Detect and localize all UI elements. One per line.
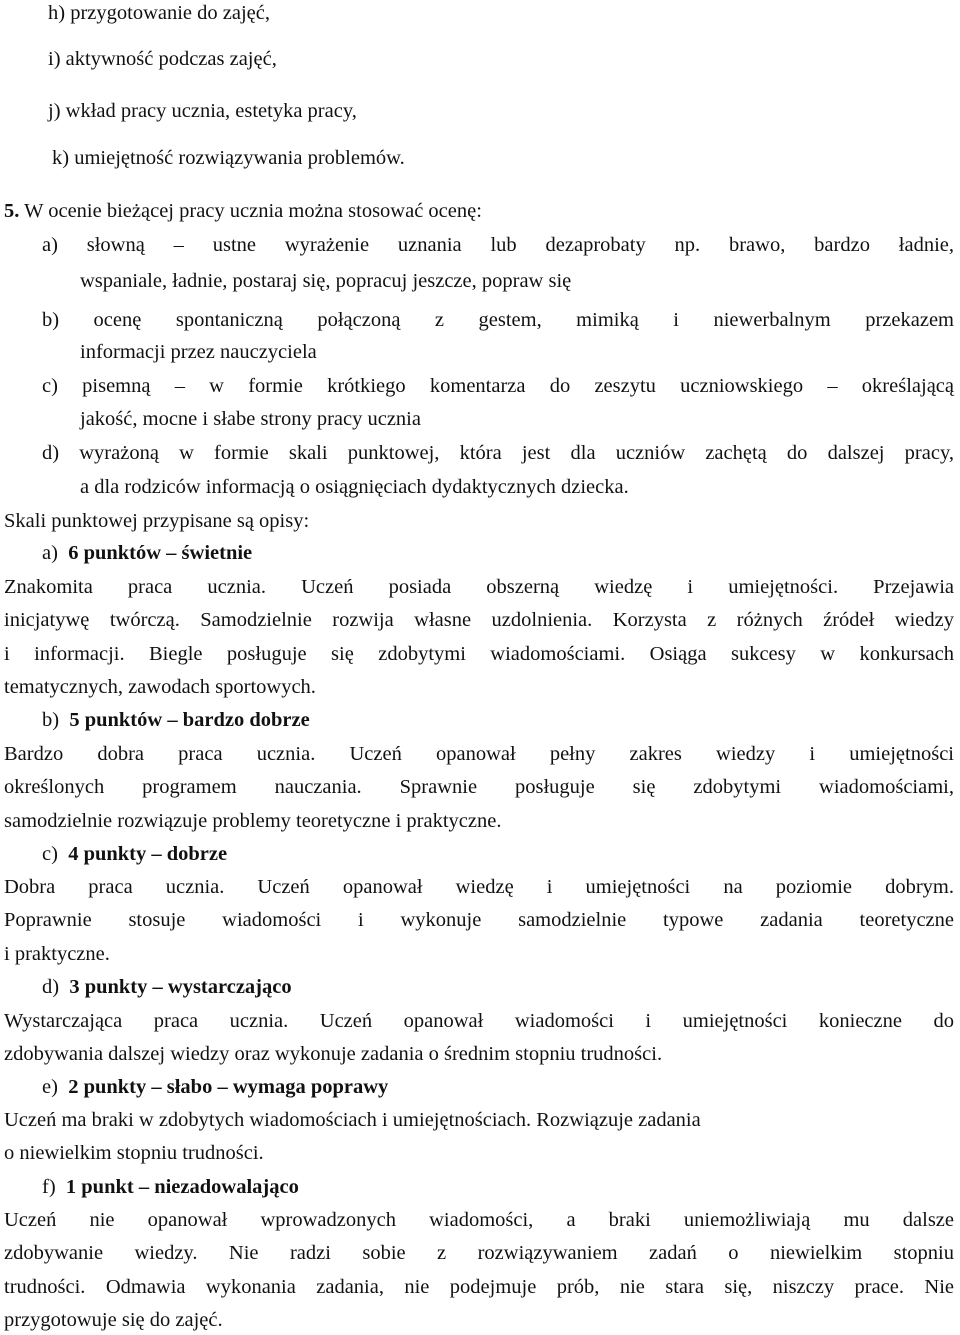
grade-4-heading: [42, 841, 227, 867]
grade-4-line-3: i praktyczne.: [4, 943, 110, 965]
grade-1-line-2: zdobywanie wiedzy. Nie radzi sobie z rozwiązywaniem zadań o niewielkim stopniu: [4, 1242, 954, 1264]
grade-5-line-3: samodzielnie rozwiązuje problemy teoretyczne i praktyczne.: [4, 810, 502, 832]
grade-title: 6 punktów – świetnie: [68, 542, 253, 564]
list-item-j: j) wkład pracy ucznia, estetyka pracy,: [48, 100, 357, 122]
grade-title: 4 punkty – dobrze: [68, 843, 228, 865]
grade-2-line-1: Uczeń ma braki w zdobytych wiadomościach i umiejętnościach. Rozwiązuje zadania: [4, 1109, 701, 1131]
grade-6-line-1: Znakomita praca ucznia. Uczeń posiada obszerną wiedzę i umiejętności. Przejawia: [4, 576, 954, 598]
grade-label: e): [42, 1076, 58, 1098]
grade-title: 5 punktów – bardzo dobrze: [69, 709, 310, 731]
grade-3-line-1: Wystarczająca praca ucznia. Uczeń opanował wiadomości i umiejętności konieczne do: [4, 1010, 954, 1032]
grade-5-line-1: Bardzo dobra praca ucznia. Uczeń opanował pełny zakres wiedzy i umiejętności: [4, 743, 954, 765]
grade-6-heading: [42, 540, 252, 566]
section-heading-text: W ocenie bieżącej pracy ucznia można stosować ocenę:: [19, 200, 482, 222]
grade-title: 1 punkt – niezadowalająco: [65, 1176, 299, 1198]
option-b-line-1: b) ocenę spontaniczną połączoną z gestem, mimiką i niewerbalnym przekazem: [42, 309, 954, 331]
option-c-line-2: jakość, mocne i słabe strony pracy ucznia: [80, 408, 421, 430]
grade-label: d): [42, 976, 60, 998]
option-a-line-2: wspaniale, ładnie, postaraj się, popracuj jeszcze, popraw się: [80, 270, 572, 292]
option-b-line-2: informacji przez nauczyciela: [80, 341, 317, 363]
grade-label: a): [42, 542, 58, 564]
grade-5-heading: [42, 707, 310, 733]
grade-6-line-4: tematycznych, zawodach sportowych.: [4, 676, 316, 698]
grade-2-line-2: o niewielkim stopniu trudności.: [4, 1142, 264, 1164]
list-item-k: k) umiejętność rozwiązywania problemów.: [52, 147, 405, 169]
grade-title: 3 punkty – wystarczająco: [69, 976, 292, 998]
grade-1-line-4: przygotowuje się do zajęć.: [4, 1309, 223, 1331]
list-item-h: h) przygotowanie do zajęć,: [48, 2, 270, 24]
grade-4-line-1: Dobra praca ucznia. Uczeń opanował wiedzę i umiejętności na poziomie dobrym.: [4, 876, 954, 898]
option-a-line-1: a) słowną – ustne wyrażenie uznania lub dezaprobaty np. brawo, bardzo ładnie,: [42, 234, 954, 256]
grade-label: b): [42, 709, 60, 731]
grade-6-line-2: inicjatywę twórczą. Samodzielnie rozwija własne uzdolnienia. Korzysta z różnych źródeł wiedzy: [4, 609, 954, 631]
section-5-heading: [4, 198, 482, 224]
grade-4-line-2: Poprawnie stosuje wiadomości i wykonuje samodzielnie typowe zadania teoretyczne: [4, 909, 954, 931]
section-number: 5.: [4, 200, 20, 222]
grade-1-heading: [42, 1174, 299, 1200]
option-c-line-1: c) pisemną – w formie krótkiego komentarza do zeszytu uczniowskiego – określającą: [42, 375, 954, 397]
grade-label: c): [42, 843, 58, 865]
grade-5-line-2: określonych programem nauczania. Sprawnie posługuje się zdobytymi wiadomościami,: [4, 776, 954, 798]
option-d-line-2: a dla rodziców informacją o osiągnięciach dydaktycznych dziecka.: [80, 476, 629, 498]
grade-label: f): [42, 1176, 56, 1198]
grade-2-heading: [42, 1074, 388, 1100]
grade-1-line-3: trudności. Odmawia wykonania zadania, nie podejmuje prób, nie stara się, niszczy prace. Nie: [4, 1276, 954, 1298]
grade-title: 2 punkty – słabo – wymaga poprawy: [68, 1076, 389, 1098]
grade-6-line-3: i informacji. Biegle posługuje się zdobytymi wiadomościami. Osiąga sukcesy w konkursach: [4, 643, 954, 665]
option-d-line-1: d) wyrażoną w formie skali punktowej, która jest dla uczniów zachętą do dalszej pracy,: [42, 442, 954, 464]
grade-1-line-1: Uczeń nie opanował wprowadzonych wiadomości, a braki uniemożliwiają mu dalsze: [4, 1209, 954, 1231]
grade-3-line-2: zdobywania dalszej wiedzy oraz wykonuje zadania o średnim stopniu trudności.: [4, 1043, 663, 1065]
scale-intro: Skali punktowej przypisane są opisy:: [4, 510, 310, 532]
grade-3-heading: [42, 974, 292, 1000]
list-item-i: i) aktywność podczas zajęć,: [48, 48, 277, 70]
